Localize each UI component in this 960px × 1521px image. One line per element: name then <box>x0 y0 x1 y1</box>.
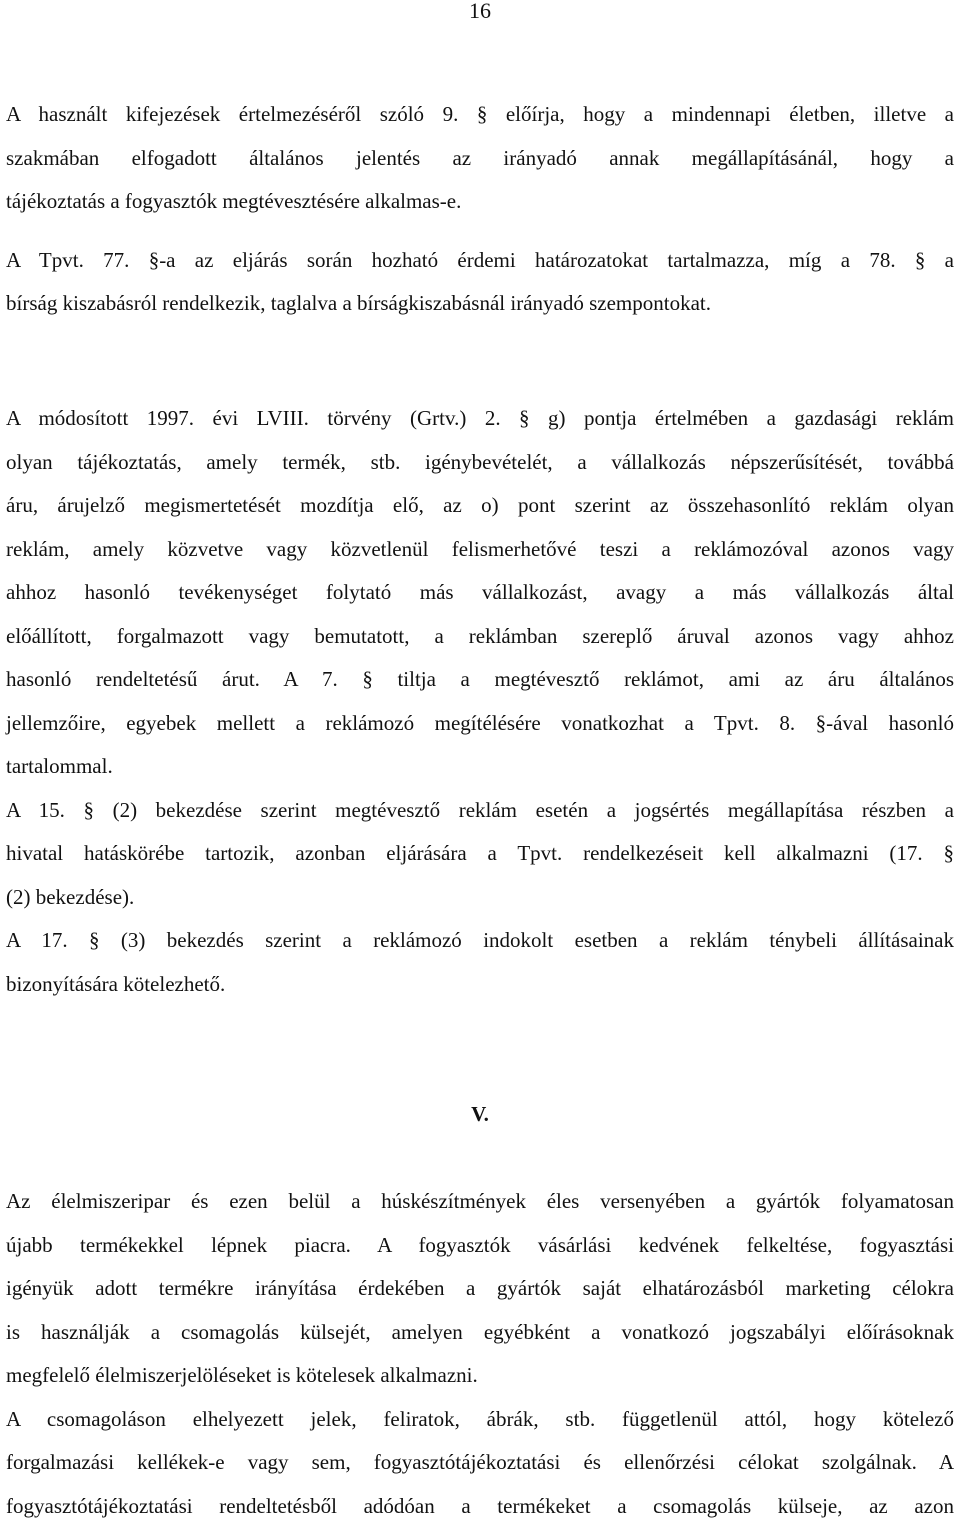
text-line: A módosított 1997. évi LVIII. törvény (Grtv.) 2. § g) pontja értelmében a gazdasági reklám <box>6 406 954 430</box>
text-line: A Tpvt. 77. §-a az eljárás során hozható érdemi határozatokat tartalmazza, míg a 78. § a <box>6 248 954 272</box>
text-line: olyan tájékoztatás, amely termék, stb. igénybevételét, a vállalkozás népszerűsítését, továbbá <box>6 450 954 474</box>
text-line: tartalommal. <box>6 754 113 778</box>
text-line: A használt kifejezések értelmezéséről szóló 9. § előírja, hogy a mindennapi életben, illetve a <box>6 102 954 126</box>
text-line: is használják a csomagolás külsejét, amelyen egyébként a vonatkozó jogszabályi előírásoknak <box>6 1320 954 1344</box>
text-line: A 17. § (3) bekezdés szerint a reklámozó indokolt esetben a reklám ténybeli állításainak <box>6 928 954 952</box>
section-heading: V. <box>471 1102 489 1126</box>
page-number: 16 <box>469 0 491 23</box>
text-line: áru, árujelző megismertetését mozdítja elő, az o) pont szerint az összehasonlító reklám olyan <box>6 493 954 517</box>
text-line: megfelelő élelmiszerjelöléseket is kötelesek alkalmazni. <box>6 1363 478 1387</box>
text-line: reklám, amely közvetve vagy közvetlenül felismerhetővé teszi a reklámozóval azonos vagy <box>6 537 954 561</box>
text-line: ahhoz hasonló tevékenységet folytató más vállalkozást, avagy a más vállalkozás által <box>6 580 954 604</box>
text-line: tájékoztatás a fogyasztók megtévesztésére alkalmas-e. <box>6 189 462 213</box>
text-line: (2) bekezdése). <box>6 885 135 909</box>
text-line: bizonyítására kötelezhető. <box>6 972 226 996</box>
text-line: jellemzőire, egyebek mellett a reklámozó megítélésére vonatkozhat a Tpvt. 8. §-ával hasonló <box>6 711 954 735</box>
text-line: hivatal hatáskörébe tartozik, azonban eljárására a Tpvt. rendelkezéseit kell alkalmazni (17. § <box>6 841 954 865</box>
text-line: hasonló rendeltetésű árut. A 7. § tiltja a megtévesztő reklámot, ami az áru általános <box>6 667 954 691</box>
text-line: előállított, forgalmazott vagy bemutatott, a reklámban szereplő áruval azonos vagy ahhoz <box>6 624 954 648</box>
text-line: szakmában elfogadott általános jelentés az irányadó annak megállapításánál, hogy a <box>6 146 954 170</box>
text-line: forgalmazási kellékek-e vagy sem, fogyasztótájékoztatási és ellenőrzési célokat szolgálnak. A <box>6 1450 954 1474</box>
text-line: Az élelmiszeripar és ezen belül a húskészítmények éles versenyében a gyártók folyamatosan <box>6 1189 954 1213</box>
text-line: igényük adott termékre irányítása érdekében a gyártók saját elhatározásból marketing célokra <box>6 1276 954 1300</box>
text-line: A csomagoláson elhelyezett jelek, feliratok, ábrák, stb. függetlenül attól, hogy kötelező <box>6 1407 954 1431</box>
text-line: újabb termékekkel lépnek piacra. A fogyasztók vásárlási kedvének felkeltése, fogyasztási <box>6 1233 954 1257</box>
text-line: bírság kiszabásról rendelkezik, taglalva a bírságkiszabásnál irányadó szempontokat. <box>6 291 711 315</box>
text-line: fogyasztótájékoztatási rendeltetésből adódóan a termékeket a csomagolás külseje, az azon <box>6 1494 954 1518</box>
text-line: A 15. § (2) bekezdése szerint megtévesztő reklám esetén a jogsértés megállapítása részben a <box>6 798 954 822</box>
